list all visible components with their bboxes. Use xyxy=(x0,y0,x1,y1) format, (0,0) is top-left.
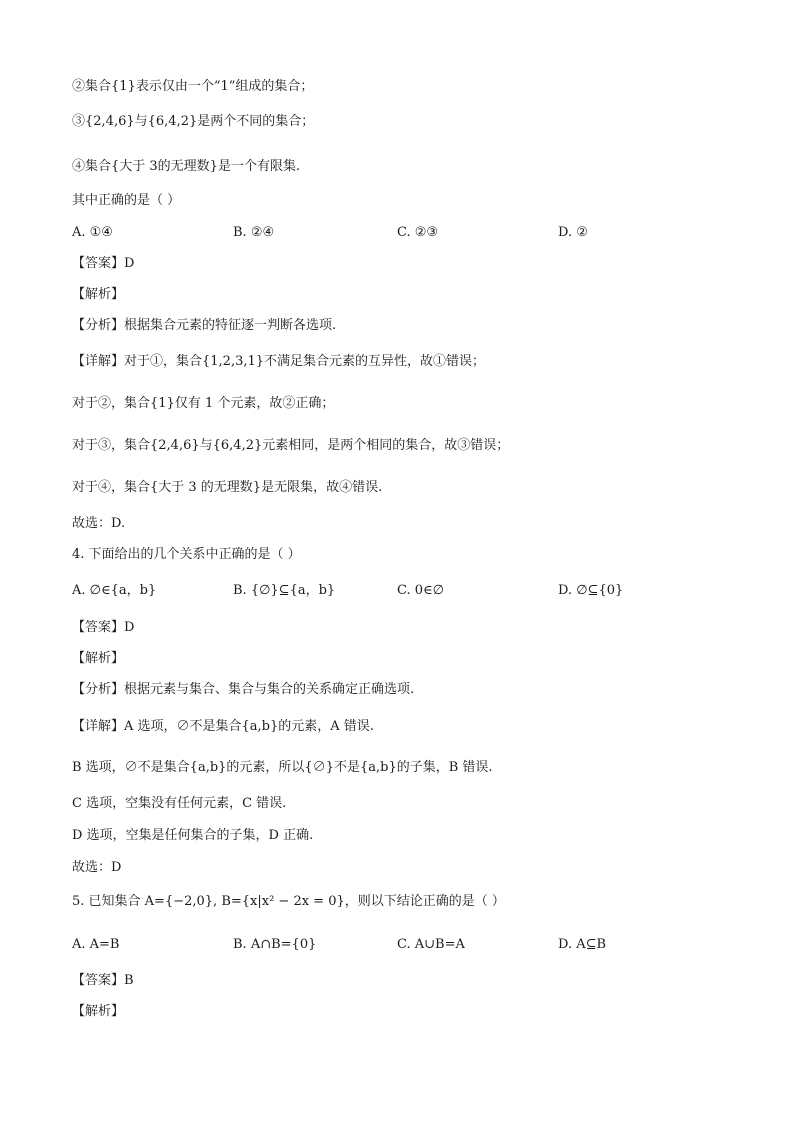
q4-detail-3: C 选项，空集没有任何元素，C 错误. xyxy=(72,796,287,811)
q3-option-a: A. ①④ xyxy=(72,225,113,240)
q5-option-b: B. A∩B={0} xyxy=(233,937,317,952)
q5-option-a: A. A=B xyxy=(72,937,120,952)
statement-4: ④集合{大于 3的无理数}是一个有限集. xyxy=(72,159,301,174)
q4-option-d: D. ∅⊆{0} xyxy=(558,583,624,598)
q5-option-d: D. A⊆B xyxy=(558,937,607,952)
q3-option-d: D. ② xyxy=(558,225,588,240)
question-prompt: 其中正确的是（ ） xyxy=(72,193,181,208)
q3-detail-4: 对于④，集合{大于 3 的无理数}是无限集，故④错误. xyxy=(72,480,383,495)
q4-detail-4: D 选项，空集是任何集合的子集，D 正确. xyxy=(72,828,314,843)
q4-choice: 故选：D xyxy=(72,860,122,875)
q3-choice: 故选：D. xyxy=(72,516,126,531)
statement-3: ③{2,4,6}与{6,4,2}是两个不同的集合； xyxy=(72,114,315,129)
q3-analysis: 【分析】根据集合元素的特征逐一判断各选项. xyxy=(72,318,337,333)
q3-detail-2: 对于②，集合{1}仅有 1 个元素，故②正确； xyxy=(72,396,335,411)
q4-stem: 4. 下面给出的几个关系中正确的是（ ） xyxy=(72,547,301,562)
q4-option-a: A. ∅∈{a，b} xyxy=(72,583,157,598)
q3-option-c: C. ②③ xyxy=(397,225,439,240)
q3-option-b: B. ②④ xyxy=(233,225,275,240)
q5-answer: 【答案】B xyxy=(72,973,134,988)
q5-option-c: C. A∪B=A xyxy=(397,937,465,952)
q3-answer: 【答案】D xyxy=(72,256,135,271)
q4-detail-1: 【详解】A 选项，∅不是集合{a,b}的元素，A 错误. xyxy=(72,719,374,734)
q3-analysis-heading: 【解析】 xyxy=(72,287,125,302)
q4-analysis: 【分析】根据元素与集合、集合与集合的关系确定正确选项. xyxy=(72,682,415,697)
q4-detail-2: B 选项，∅不是集合{a,b}的元素，所以{∅}不是{a,b}的子集，B 错误. xyxy=(72,760,493,775)
statement-2: ②集合{1}表示仅由一个“1”组成的集合； xyxy=(72,79,314,94)
q5-stem: 5. 已知集合 A={−2,0}, B={x|x² − 2x = 0}，则以下结论正确的是（ ） xyxy=(72,894,505,909)
q4-option-b: B. {∅}⊆{a，b} xyxy=(233,583,336,598)
q5-analysis-heading: 【解析】 xyxy=(72,1004,125,1019)
q4-analysis-heading: 【解析】 xyxy=(72,651,125,666)
q4-answer: 【答案】D xyxy=(72,620,135,635)
q3-detail-1: 【详解】对于①，集合{1,2,3,1}不满足集合元素的互异性，故①错误； xyxy=(72,354,486,369)
q4-option-c: C. 0∈∅ xyxy=(397,583,444,598)
q3-detail-3: 对于③，集合{2,4,6}与{6,4,2}元素相同，是两个相同的集合，故③错误； xyxy=(72,438,510,453)
